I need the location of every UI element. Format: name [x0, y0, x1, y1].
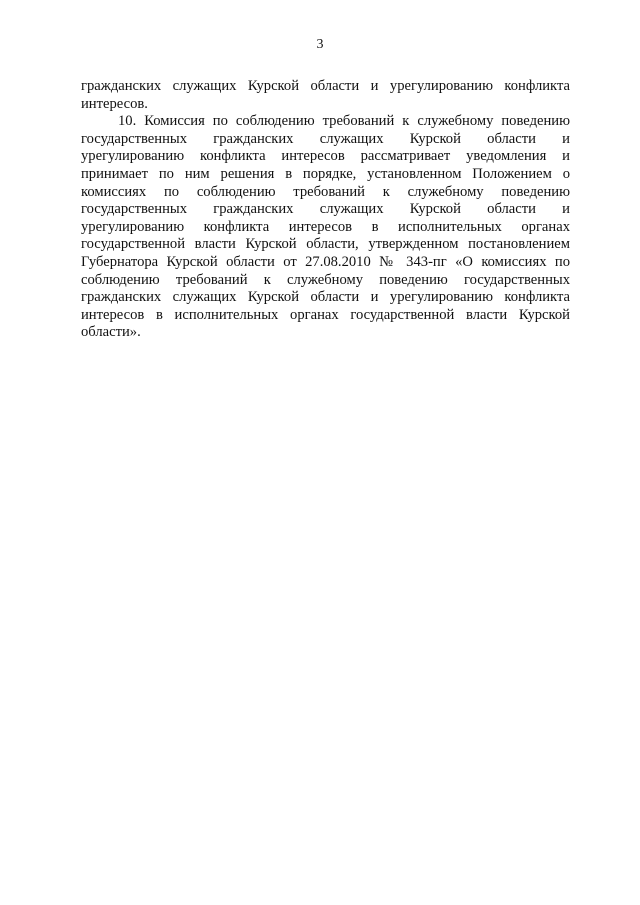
text-line: интересов.	[81, 95, 148, 112]
text-line: урегулированию конфликта интересов в исполнительных органах	[81, 218, 570, 235]
text-line: соблюдению требований к служебному поведению государственных	[81, 271, 570, 288]
paragraph-10-first-line: 10. Комиссия по соблюдению требований к служебному поведению	[118, 113, 570, 130]
text-line: принимает по ним решения в порядке, установленном Положением о	[81, 165, 570, 182]
text-line: области».	[81, 324, 141, 341]
page-number: 3	[316, 37, 324, 52]
text-line: интересов в исполнительных органах государственной власти Курской	[81, 306, 570, 323]
document-body	[81, 78, 570, 342]
text-line: гражданских служащих Курской области и урегулированию конфликта	[81, 289, 570, 306]
text-line: урегулированию конфликта интересов рассматривает уведомления и	[81, 148, 570, 165]
text-line: государственной власти Курской области, утвержденном постановлением	[81, 236, 570, 253]
text-line: комиссиях по соблюдению требований к служебному поведению	[81, 183, 570, 200]
text-line: Губернатора Курской области от 27.08.2010 № 343-пг «О комиссиях по	[81, 253, 570, 270]
text-line: государственных гражданских служащих Курской области и	[81, 130, 570, 147]
text-line: гражданских служащих Курской области и урегулированию конфликта	[81, 78, 570, 94]
text-line: государственных гражданских служащих Курской области и	[81, 201, 570, 218]
